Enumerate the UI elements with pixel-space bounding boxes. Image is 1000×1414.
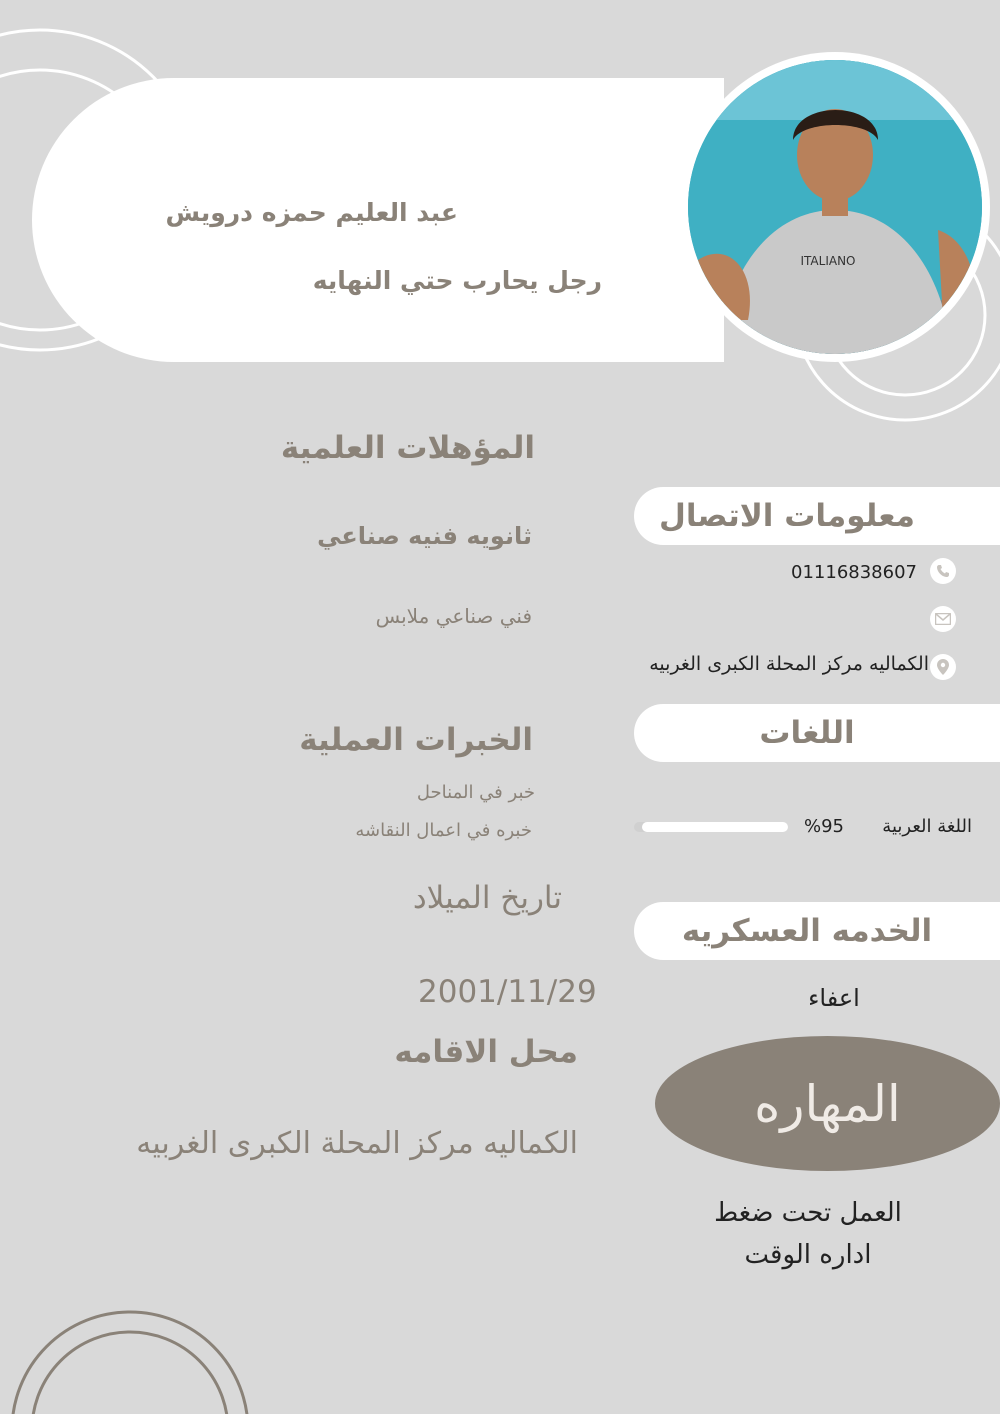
qualifications-title: المؤهلات العلمية — [280, 430, 535, 466]
experience-item: خبر في المناحل — [416, 782, 535, 803]
svg-text:ITALIANO: ITALIANO — [800, 254, 856, 268]
residence-address: الكماليه مركز المحلة الكبرى الغربيه — [136, 1126, 578, 1161]
contact-address: الكماليه مركز المحلة الكبرى الغربيه — [649, 653, 929, 675]
languages-section-header — [634, 704, 1000, 762]
military-title: الخدمه العسكريه — [681, 913, 933, 949]
language-level-fill — [642, 822, 788, 832]
military-section-header — [634, 902, 1000, 960]
experience-title: الخبرات العملية — [299, 722, 533, 758]
qualification-degree: ثانويه فنيه صناعي — [317, 522, 532, 550]
location-pin-icon — [930, 654, 956, 680]
skills-title: المهاره — [754, 1074, 901, 1133]
person-tagline: رجل يحارب حتي النهايه — [312, 266, 602, 295]
experience-item: خبره في اعمال النقاشه — [355, 820, 532, 841]
language-name: اللغة العربية — [882, 816, 972, 837]
skill-item: العمل تحت ضغط — [714, 1198, 902, 1228]
language-level-bar — [634, 822, 788, 832]
profile-photo — [688, 60, 982, 354]
birth-date: 2001/11/29 — [418, 974, 597, 1010]
residence-title: محل الاقامه — [394, 1034, 578, 1070]
birth-title: تاريخ الميلاد — [412, 880, 562, 916]
contact-title: معلومات الاتصال — [659, 498, 915, 534]
skills-badge — [655, 1036, 1000, 1171]
military-status: اعفاء — [808, 984, 860, 1012]
mail-icon — [930, 606, 956, 632]
person-name: عبد العليم حمزه درويش — [165, 198, 458, 227]
qualification-specialty: فني صناعي ملابس — [375, 604, 532, 628]
contact-section-header — [634, 487, 1000, 545]
phone-icon — [930, 558, 956, 584]
languages-title: اللغات — [759, 715, 855, 751]
language-percent: %95 — [804, 816, 845, 837]
skill-item: اداره الوقت — [744, 1240, 872, 1270]
contact-phone: 01116838607 — [791, 562, 917, 583]
